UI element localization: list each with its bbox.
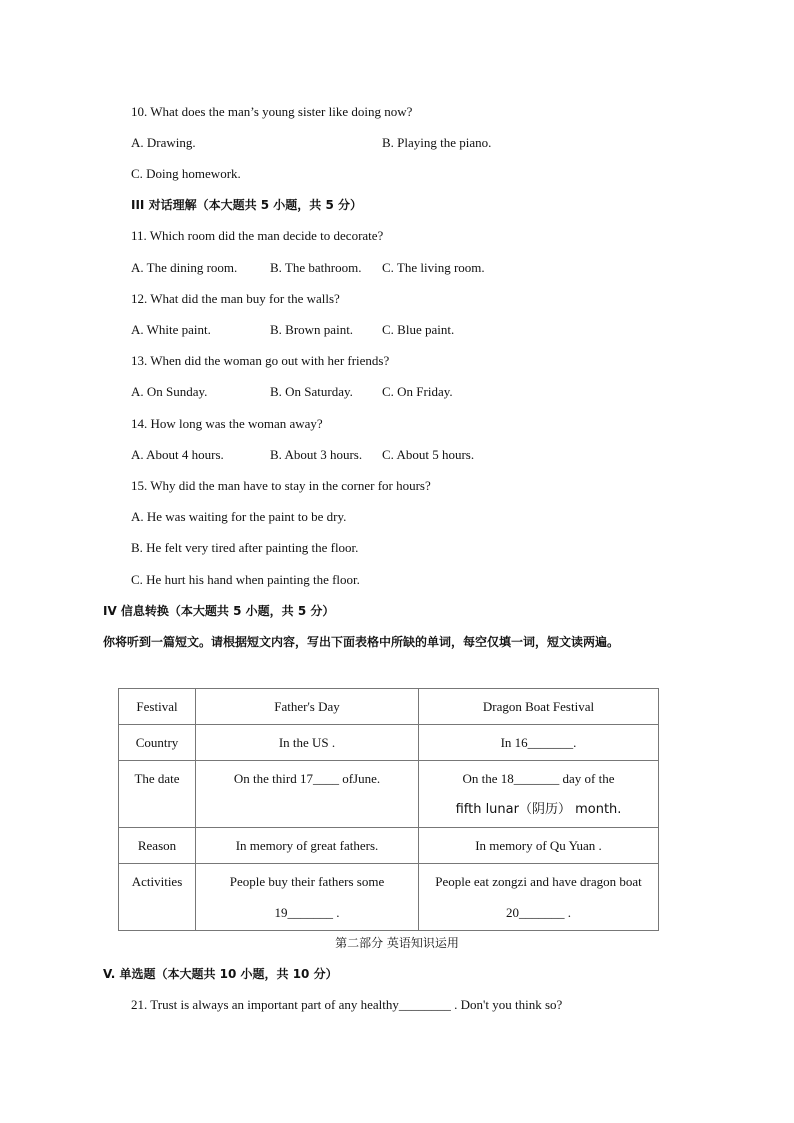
q12-option-b: B. Brown paint. [270, 322, 354, 337]
section-4-instruction: 你将听到一篇短文。请根据短文内容，写出下面表格中所缺的单词，每空仅填一词，短文读两遍。 [103, 635, 620, 649]
section-3-heading: III 对话理解（本大题共 5 小题，共 5 分） [131, 198, 362, 212]
table-row [119, 725, 659, 761]
table-cell-line: People eat zongzi and have dragon boat [435, 874, 642, 889]
table-cell-line: On the 18_______ day of the [462, 771, 615, 786]
table-cell: Dragon Boat Festival [419, 689, 659, 725]
q15-option-a: A. He was waiting for the paint to be dry. [131, 509, 347, 524]
row-label: Country [119, 725, 196, 761]
table-cell: On the third 17____ ofJune. [196, 761, 419, 828]
q12-option-a: A. White paint. [131, 322, 211, 337]
table-cell [419, 761, 659, 828]
table-cell-line: People buy their fathers some [229, 874, 385, 889]
row-label: The date [119, 761, 196, 828]
q11-question: 11. Which room did the man decide to decorate? [131, 228, 384, 243]
q14-option-a: A. About 4 hours. [131, 447, 224, 462]
q10-option-c: C. Doing homework. [131, 166, 241, 181]
table-cell: In memory of Qu Yuan . [419, 828, 659, 864]
table-cell: In 16_______. [419, 725, 659, 761]
table-cell-line: fifth lunar（阴历） month. [455, 802, 622, 817]
q10-option-a: A. Drawing. [131, 135, 196, 150]
section-4-heading: IV 信息转换（本大题共 5 小题，共 5 分） [103, 604, 335, 618]
q15-option-c: C. He hurt his hand when painting the floor. [131, 572, 360, 587]
q10-option-b: B. Playing the piano. [382, 135, 492, 150]
table-row [119, 864, 659, 931]
row-label: Reason [119, 828, 196, 864]
table-cell [196, 864, 419, 931]
table-cell: In the US . [196, 725, 419, 761]
q12-question: 12. What did the man buy for the walls? [131, 291, 340, 306]
q10-question: 10. What does the man’s young sister like doing now? [131, 104, 413, 119]
q12-option-c: C. Blue paint. [382, 322, 455, 337]
section-5-heading: V. 单选题（本大题共 10 小题，共 10 分） [103, 967, 338, 981]
table-cell: Father's Day [196, 689, 419, 725]
q11-option-c: C. The living room. [382, 260, 485, 275]
q13-option-b: B. On Saturday. [270, 384, 353, 399]
q14-option-c: C. About 5 hours. [382, 447, 475, 462]
q21-question: 21. Trust is always an important part of any healthy________ . Don't you think so? [131, 997, 563, 1012]
row-label: Activities [119, 864, 196, 931]
part-2-heading: 第二部分 英语知识运用 [335, 936, 459, 950]
q13-option-a: A. On Sunday. [131, 384, 208, 399]
q13-option-c: C. On Friday. [382, 384, 453, 399]
q11-option-a: A. The dining room. [131, 260, 238, 275]
q15-option-b: B. He felt very tired after painting the floor. [131, 540, 359, 555]
table-row [119, 689, 659, 725]
row-label: Festival [119, 689, 196, 725]
table-cell: In memory of great fathers. [196, 828, 419, 864]
q13-question: 13. When did the woman go out with her friends? [131, 353, 390, 368]
info-table [118, 688, 659, 931]
table-cell-line: 20_______ . [506, 905, 571, 920]
q15-question: 15. Why did the man have to stay in the corner for hours? [131, 478, 431, 493]
table-cell-line: 19_______ . [274, 905, 340, 920]
q14-question: 14. How long was the woman away? [131, 416, 323, 431]
table-row [119, 828, 659, 864]
q14-option-b: B. About 3 hours. [270, 447, 363, 462]
q11-option-b: B. The bathroom. [270, 260, 362, 275]
table-row [119, 761, 659, 828]
table-cell [419, 864, 659, 931]
